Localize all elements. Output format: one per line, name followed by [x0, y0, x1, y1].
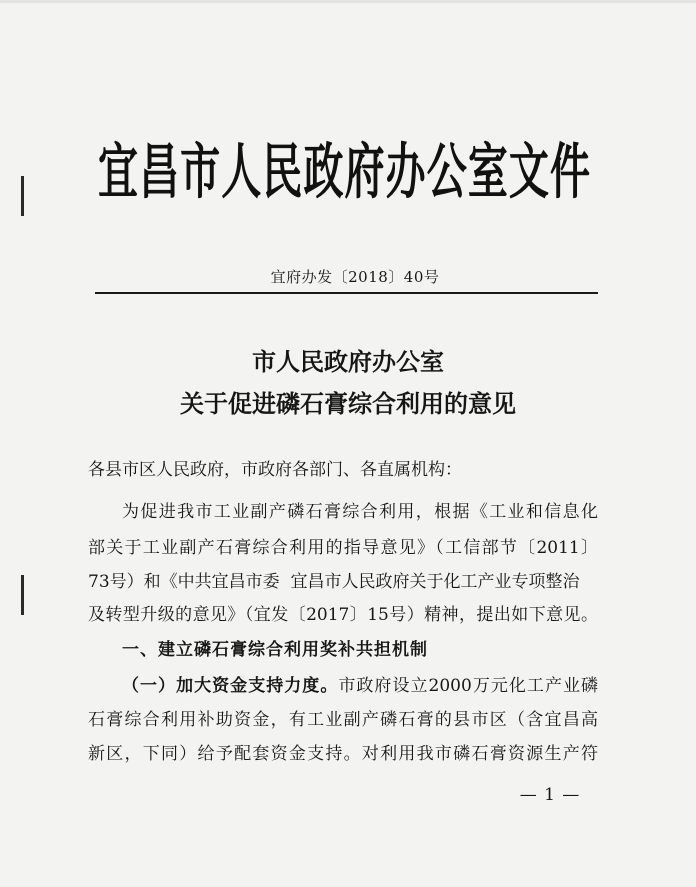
page-number: — 1 —	[519, 785, 581, 805]
page-top-edge	[0, 0, 696, 3]
paragraph-1-line-2: 部关于工业副产石膏综合利用的指导意见》（工信部节〔2011〕	[88, 538, 598, 558]
paragraph-1-line-1: 为促进我市工业副产磷石膏综合利用，根据《工业和信息化	[122, 502, 598, 522]
document-title: 宜昌市人民政府办公室文件	[98, 137, 590, 208]
paragraph-2-line-2: 石膏综合利用补助资金，有工业副产磷石膏的县市区（含宜昌高	[88, 710, 598, 730]
paragraph-2-line-1	[122, 675, 598, 697]
paragraph-2-lead: （一）加大资金支持力度。	[122, 676, 339, 696]
subject-line-2: 关于促进磷石膏综合利用的意见	[180, 389, 516, 418]
paragraph-2-line-1-text: 市政府设立2000万元化工产业磷	[338, 676, 598, 696]
header-divider	[95, 292, 598, 294]
paragraph-2-line-3: 新区，下同）给予配套资金支持。对利用我市磷石膏资源生产符	[88, 744, 598, 764]
paragraph-1-line-4: 及转型升级的意见》（宜发〔2017〕15号）精神，提出如下意见。	[88, 605, 598, 625]
subject-line-1: 市人民政府办公室	[252, 347, 444, 376]
paragraph-1-line-3: 73号）和《中共宜昌市委 宜昌市人民政府关于化工产业专项整治	[88, 572, 580, 592]
scan-binding-mark-top	[21, 176, 24, 216]
document-number: 宜府办发〔2018〕40号	[270, 268, 440, 286]
section-1-heading: 一、建立磷石膏综合利用奖补共担机制	[122, 640, 428, 660]
scan-binding-mark-bottom	[21, 575, 24, 615]
salutation: 各县市区人民政府，市政府各部门、各直属机构：	[88, 460, 462, 480]
